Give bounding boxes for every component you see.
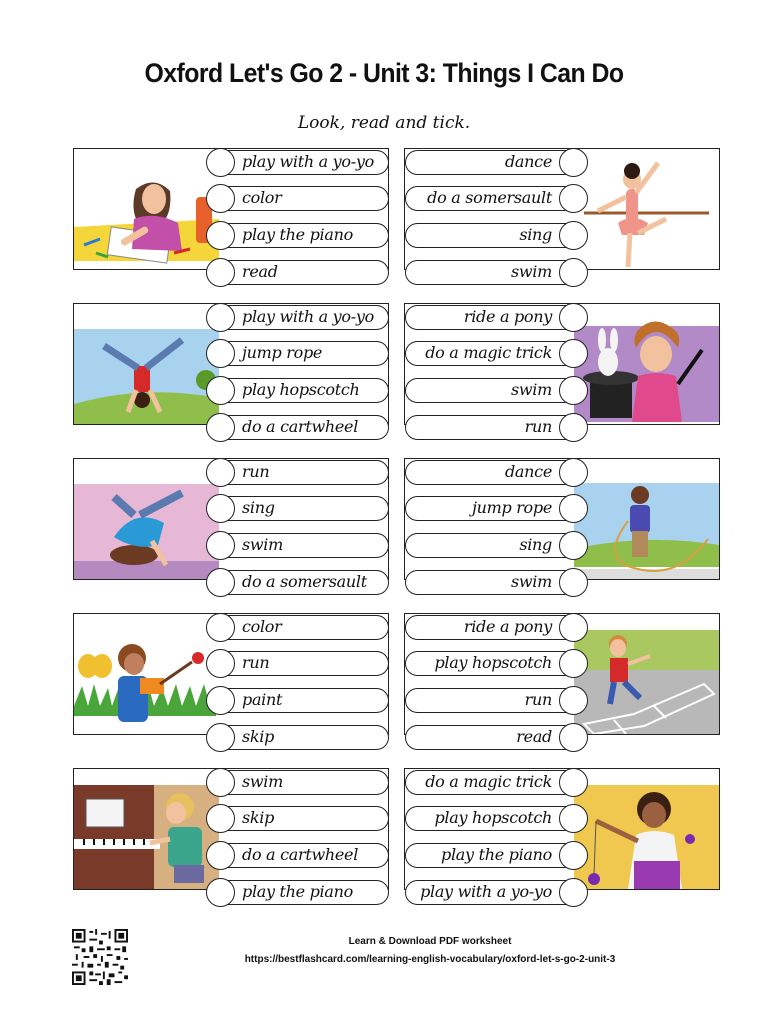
answer-option[interactable] [207, 260, 389, 285]
option-label: sing [519, 225, 552, 244]
tick-circle[interactable] [206, 768, 235, 797]
option-label: ride a pony [463, 307, 552, 326]
option-label: run [242, 462, 270, 481]
option-label: jump rope [242, 343, 323, 362]
exercise-card [404, 458, 720, 591]
tick-circle[interactable] [206, 339, 235, 368]
option-label: do a somersault [427, 188, 552, 207]
tick-circle[interactable] [559, 339, 588, 368]
answer-option[interactable] [207, 615, 389, 640]
tick-circle[interactable] [559, 376, 588, 405]
tick-circle[interactable] [206, 258, 235, 287]
qr-code-icon[interactable] [72, 929, 128, 985]
option-label: swim [511, 262, 552, 281]
answer-option[interactable] [405, 341, 587, 366]
tick-circle[interactable] [559, 841, 588, 870]
option-label: play the piano [441, 845, 552, 864]
tick-circle[interactable] [206, 841, 235, 870]
option-label: ride a pony [463, 617, 552, 636]
answer-option[interactable] [405, 770, 587, 795]
tick-circle[interactable] [206, 649, 235, 678]
option-label: play with a yo-yo [420, 882, 552, 901]
tick-circle[interactable] [559, 221, 588, 250]
option-label: swim [511, 572, 552, 591]
answer-option[interactable] [405, 378, 587, 403]
answer-option[interactable] [207, 496, 389, 521]
answer-option[interactable] [405, 223, 587, 248]
option-label: run [242, 653, 270, 672]
picture-girl-doing-somersault [74, 459, 219, 579]
option-label: color [242, 617, 282, 636]
tick-circle[interactable] [559, 613, 588, 642]
option-label: color [242, 188, 282, 207]
option-label: jump rope [471, 498, 552, 517]
answer-option[interactable] [207, 880, 389, 905]
answer-option[interactable] [405, 725, 587, 750]
answer-option[interactable] [405, 615, 587, 640]
tick-circle[interactable] [559, 494, 588, 523]
tick-circle[interactable] [559, 184, 588, 213]
answer-option[interactable] [405, 305, 587, 330]
tick-circle[interactable] [206, 494, 235, 523]
tick-circle[interactable] [206, 303, 235, 332]
tick-circle[interactable] [206, 413, 235, 442]
answer-option[interactable] [405, 415, 587, 440]
option-label: read [242, 262, 278, 281]
answer-option[interactable] [207, 305, 389, 330]
answer-option[interactable] [207, 460, 389, 485]
exercise-card [73, 458, 389, 591]
exercise-card [404, 148, 720, 281]
picture-girl-magic-trick-rabbit [574, 304, 719, 424]
answer-option[interactable] [207, 150, 389, 175]
answer-option[interactable] [207, 533, 389, 558]
footer-url-link[interactable]: https://bestflashcard.com/learning-english-vocabulary/oxford-let-s-go-2-unit-3 [244, 954, 616, 965]
answer-option[interactable] [207, 843, 389, 868]
tick-circle[interactable] [559, 878, 588, 907]
answer-option[interactable] [405, 496, 587, 521]
tick-circle[interactable] [206, 723, 235, 752]
tick-circle[interactable] [206, 531, 235, 560]
exercise-card [404, 768, 720, 901]
tick-circle[interactable] [559, 148, 588, 177]
answer-option[interactable] [405, 880, 587, 905]
exercise-card [404, 303, 720, 436]
option-label: play the piano [242, 225, 353, 244]
option-label: sing [519, 535, 552, 554]
option-label: skip [242, 727, 275, 746]
answer-option[interactable] [405, 651, 587, 676]
exercise-card [404, 613, 720, 746]
tick-circle[interactable] [206, 221, 235, 250]
answer-option[interactable] [207, 378, 389, 403]
exercise-card [73, 768, 389, 901]
answer-option[interactable] [207, 725, 389, 750]
answer-option[interactable] [405, 150, 587, 175]
picture-girl-painting [74, 614, 219, 734]
option-label: do a cartwheel [242, 417, 359, 436]
tick-circle[interactable] [206, 804, 235, 833]
tick-circle[interactable] [559, 723, 588, 752]
option-label: do a magic trick [425, 772, 552, 791]
tick-circle[interactable] [206, 148, 235, 177]
tick-circle[interactable] [206, 458, 235, 487]
answer-option[interactable] [207, 186, 389, 211]
answer-option[interactable] [207, 341, 389, 366]
answer-option[interactable] [405, 260, 587, 285]
option-label: dance [504, 152, 552, 171]
picture-boy-doing-cartwheel [74, 304, 219, 424]
option-label: do a magic trick [425, 343, 552, 362]
picture-girl-playing-yo-yo [574, 769, 719, 889]
tick-circle[interactable] [559, 458, 588, 487]
answer-option[interactable] [207, 570, 389, 595]
option-label: sing [242, 498, 275, 517]
option-label: run [524, 690, 552, 709]
instruction-text: Look, read and tick. [297, 113, 471, 133]
tick-circle[interactable] [559, 568, 588, 597]
answer-option[interactable] [405, 688, 587, 713]
option-label: swim [242, 772, 283, 791]
option-label: dance [504, 462, 552, 481]
answer-option[interactable] [405, 186, 587, 211]
footer-caption: Learn & Download PDF worksheet [348, 936, 512, 947]
option-label: swim [242, 535, 283, 554]
answer-option[interactable] [207, 651, 389, 676]
option-label: do a somersault [242, 572, 367, 591]
option-label: skip [242, 808, 275, 827]
exercise-card [73, 613, 389, 746]
tick-circle[interactable] [559, 413, 588, 442]
picture-boy-playing-piano [74, 769, 219, 889]
picture-boy-playing-hopscotch [574, 614, 719, 734]
exercise-card [73, 148, 389, 281]
tick-circle[interactable] [559, 303, 588, 332]
option-label: run [524, 417, 552, 436]
tick-circle[interactable] [559, 531, 588, 560]
tick-circle[interactable] [559, 258, 588, 287]
tick-circle[interactable] [559, 686, 588, 715]
answer-option[interactable] [207, 770, 389, 795]
tick-circle[interactable] [206, 568, 235, 597]
tick-circle[interactable] [559, 804, 588, 833]
answer-option[interactable] [207, 806, 389, 831]
picture-girl-ballet-dancing [574, 149, 719, 269]
answer-option[interactable] [207, 415, 389, 440]
option-label: play with a yo-yo [242, 152, 374, 171]
option-label: play hopscotch [242, 380, 360, 399]
option-label: play hopscotch [434, 808, 552, 827]
answer-option[interactable] [405, 570, 587, 595]
answer-option[interactable] [207, 688, 389, 713]
answer-option[interactable] [405, 533, 587, 558]
option-label: read [516, 727, 552, 746]
option-label: play hopscotch [434, 653, 552, 672]
answer-option[interactable] [405, 843, 587, 868]
worksheet-title: Oxford Let's Go 2 - Unit 3: Things I Can Do [144, 58, 624, 88]
tick-circle[interactable] [559, 649, 588, 678]
tick-circle[interactable] [206, 376, 235, 405]
option-label: play with a yo-yo [242, 307, 374, 326]
option-label: do a cartwheel [242, 845, 359, 864]
tick-circle[interactable] [559, 768, 588, 797]
tick-circle[interactable] [206, 613, 235, 642]
exercise-card [73, 303, 389, 436]
tick-circle[interactable] [206, 184, 235, 213]
tick-circle[interactable] [206, 686, 235, 715]
answer-option[interactable] [405, 460, 587, 485]
answer-option[interactable] [405, 806, 587, 831]
picture-boy-jumping-rope [574, 459, 719, 579]
option-label: play the piano [242, 882, 353, 901]
tick-circle[interactable] [206, 878, 235, 907]
option-label: swim [511, 380, 552, 399]
picture-girl-coloring [74, 149, 219, 269]
answer-option[interactable] [207, 223, 389, 248]
option-label: paint [242, 690, 283, 709]
